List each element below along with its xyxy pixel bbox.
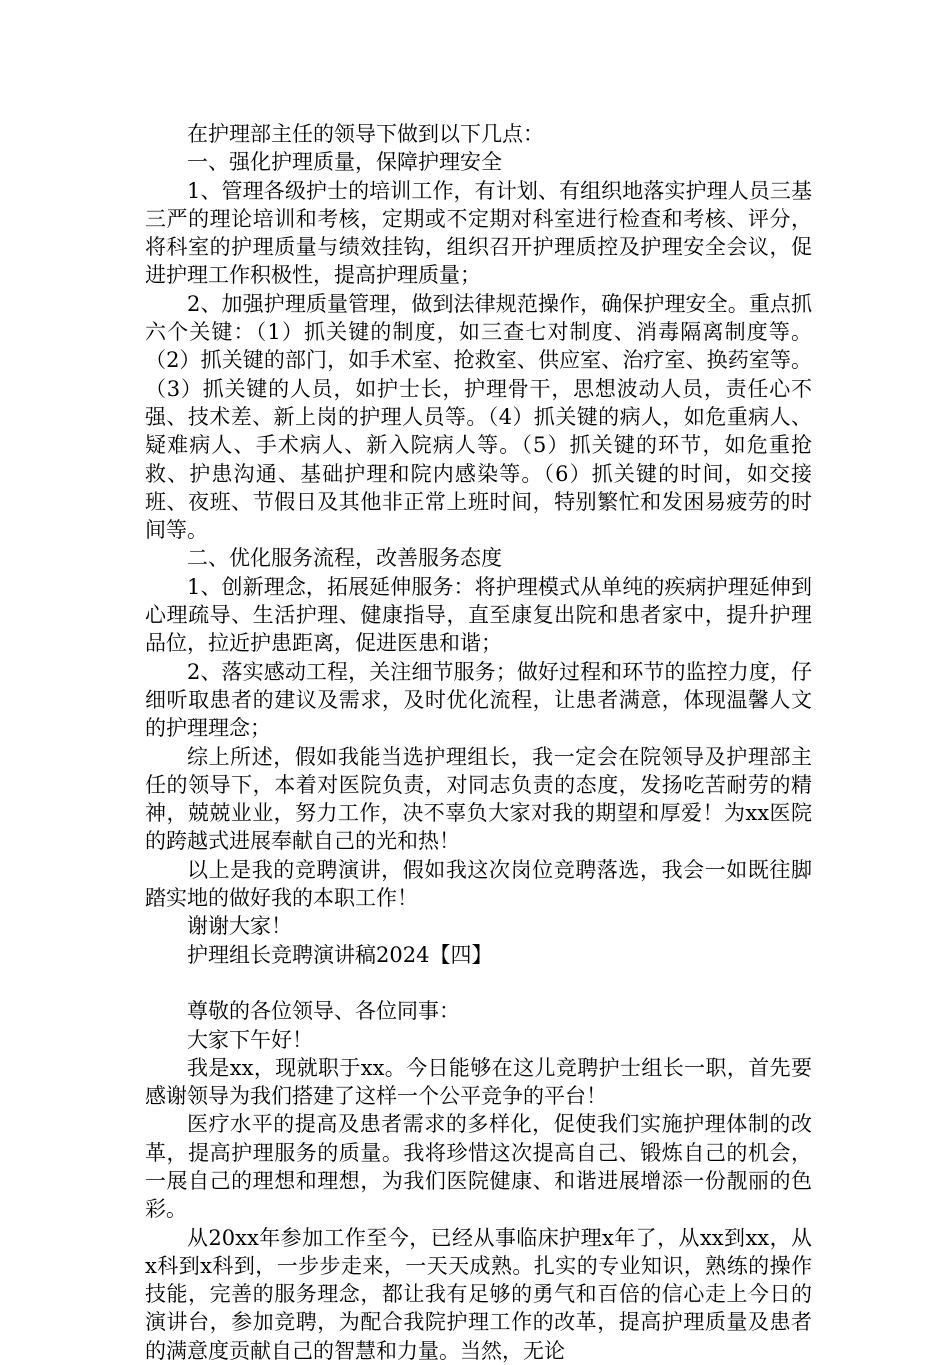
paragraph: 医疗水平的提高及患者需求的多样化，促使我们实施护理体制的改革，提高护理服务的质量。我将珍惜这次提高自己、锻炼自己的机会，一展自己的理想和理想，为我们医院健康、和谐进展增添一份靓丽的色彩。 <box>145 1112 812 1222</box>
paragraph-intro: 在护理部主任的领导下做到以下几点： <box>187 122 544 146</box>
paragraph: 从20xx年参加工作至今，已经从事临床护理x年了，从xx到xx，从x科到x科到，一步步走来，一天天成熟。扎实的专业知识，熟练的操作技能，完善的服务理念，都让我有足够的勇气和百倍的信心走上今日的演讲台，参加竞聘，为配合我院护理工作的改革，提高护理质量及患者的满意度贡献自己的智慧和力量。当然，无论 <box>145 1225 812 1363</box>
paragraph-thanks: 谢谢大家！ <box>187 914 292 939</box>
greeting: 大家下午好！ <box>187 1027 313 1052</box>
paragraph: 2、加强护理质量管理，做到法律规范操作，确保护理安全。重点抓六个关键：（1）抓关键的制度，如三查七对制度、消毒隔离制度等。（2）抓关键的部门，如手术室、抢救室、供应室、治疗室、换药室等。（3）抓关键的人员，如护士长，护理骨干，思想波动人员，责任心不强、技术差、新上岗的护理人员等。（4）抓关键的病人，如危重病人、疑难病人、手术病人、新入院病人等。（5）抓关键的环节，如危重抢救、护患沟通、基础护理和院内感染等。（6）抓关键的时间，如交接班、夜班、节假日及其他非正常上班时间，特别繁忙和发困易疲劳的时间等。 <box>145 291 812 543</box>
section-heading-2: 二、优化服务流程，改善服务态度 <box>187 546 502 571</box>
paragraph: 2、落实感动工程，关注细节服务；做好过程和环节的监控力度，仔细听取患者的建议及需求，及时优化流程，让患者满意，体现温馨人文的护理理念； <box>145 659 812 741</box>
section-heading-1: 一、强化护理质量，保障护理安全 <box>187 150 502 175</box>
speech-title: 护理组长竞聘演讲稿2024【四】 <box>187 942 493 967</box>
paragraph: 以上是我的竞聘演讲，假如我这次岗位竞聘落选，我会一如既往脚踏实地的做好我的本职工作！ <box>145 857 812 911</box>
salutation: 尊敬的各位领导、各位同事： <box>187 999 460 1024</box>
paragraph: 1、创新理念，拓展延伸服务：将护理模式从单纯的疾病护理延伸到心理疏导、生活护理、健康指导，直至康复出院和患者家中，提升护理品位，拉近护患距离，促进医患和谐； <box>145 574 812 656</box>
document-body <box>145 120 812 1365</box>
paragraph: 1、管理各级护士的培训工作，有计划、有组织地落实护理人员三基三严的理论培训和考核，定期或不定期对科室进行检查和考核、评分，将科室的护理质量与绩效挂钩，组织召开护理质控及护理安全会议，促进护理工作积极性，提高护理质量； <box>145 178 812 288</box>
paragraph: 我是xx，现就职于xx。今日能够在这儿竞聘护士组长一职，首先要感谢领导为我们搭建了这样一个公平竞争的平台！ <box>145 1055 812 1109</box>
blank-line <box>145 969 812 997</box>
paragraph-conclusion: 综上所述，假如我能当选护理组长，我一定会在院领导及护理部主任的领导下，本着对医院负责，对同志负责的态度，发扬吃苦耐劳的精神，兢兢业业，努力工作，决不辜负大家对我的期望和厚爱！为xx医院的跨越式进展奉献自己的光和热！ <box>145 744 812 854</box>
